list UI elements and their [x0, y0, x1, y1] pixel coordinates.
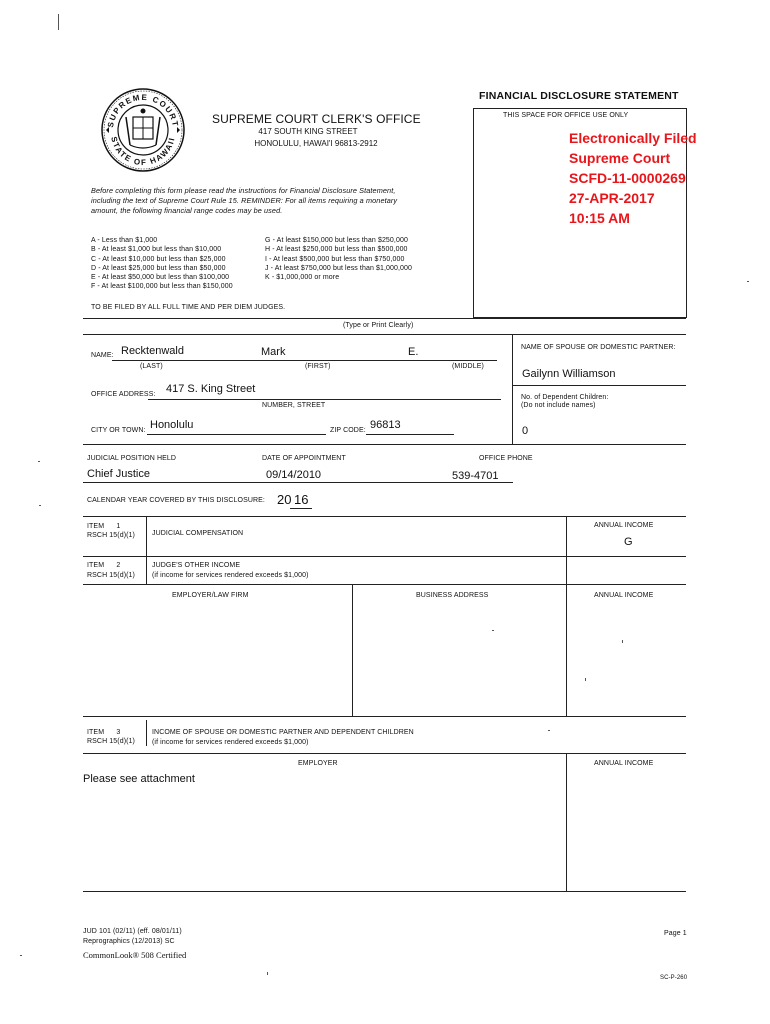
item3-attachment-note: Please see attachment: [83, 773, 195, 785]
range-code-c: C - At least $10,000 but less than $25,000: [91, 255, 226, 263]
stamp-line-5: 10:15 AM: [569, 210, 630, 226]
dependents-label-1: No. of Dependent Children:: [521, 394, 609, 401]
spouse-divider: [512, 334, 513, 444]
range-code-h: H - At least $250,000 but less than $500,000: [265, 246, 408, 254]
rule-below-type: [83, 334, 686, 335]
spouse-value: Gailynn Williamson: [522, 368, 616, 380]
range-codes-right: [265, 236, 412, 282]
item3-annual-income-label: ANNUAL INCOME: [594, 760, 654, 767]
office-address-label: OFFICE ADDRESS:: [91, 391, 156, 398]
year-label: CALENDAR YEAR COVERED BY THIS DISCLOSURE:: [87, 497, 265, 504]
business-address-header: BUSINESS ADDRESS: [416, 592, 489, 599]
rule-item3-head: [83, 753, 686, 754]
year-suffix: 16: [294, 492, 309, 507]
zip-underline: [366, 434, 454, 435]
income-divider: [566, 516, 567, 716]
city-value: Honolulu: [150, 419, 194, 431]
item3-label: ITEM 3: [87, 729, 121, 736]
footer-reprographics: Reprographics (12/2013) SC: [83, 938, 175, 945]
name-underline: [112, 360, 497, 361]
range-code-k: K - $1,000,000 or more: [265, 274, 340, 282]
rule-bottom: [83, 891, 686, 892]
scan-speck: [548, 730, 550, 731]
form-title: FINANCIAL DISCLOSURE STATEMENT: [479, 90, 679, 102]
last-caption: (LAST): [140, 363, 163, 370]
first-caption: (FIRST): [305, 363, 331, 370]
scan-speck: [20, 955, 22, 956]
item2-title: JUDGE'S OTHER INCOME: [152, 562, 241, 569]
rule-item3-top: [83, 716, 686, 717]
stamp-line-2: Supreme Court: [569, 150, 671, 166]
office-street: 417 SOUTH KING STREET: [258, 127, 358, 136]
stamp-line-3: SCFD-11-0000269: [569, 170, 686, 186]
middle-name-value: E.: [408, 346, 419, 358]
range-codes-left: [91, 236, 233, 292]
scan-speck: [58, 14, 59, 30]
appointment-label: DATE OF APPOINTMENT: [262, 455, 346, 462]
number-street-caption: NUMBER, STREET: [262, 402, 326, 409]
scan-speck: [585, 678, 586, 681]
address-underline: [148, 399, 501, 400]
item3-left-divider: [146, 720, 147, 746]
range-code-e: E - At least $50,000 but less than $100,000: [91, 274, 230, 282]
city-label: CITY OR TOWN:: [91, 427, 146, 434]
item3-note: (if income for services rendered exceeds $1,000): [152, 739, 309, 746]
spouse-label: NAME OF SPOUSE OR DOMESTIC PARTNER:: [521, 344, 676, 351]
employer-divider: [352, 584, 353, 716]
item3-title: INCOME OF SPOUSE OR DOMESTIC PARTNER AND DEPENDENT CHILDREN: [152, 729, 414, 736]
item3-income-divider: [566, 753, 567, 891]
dependents-value: 0: [522, 425, 529, 437]
seal-emblem-icon: [100, 87, 186, 173]
footer-code: SC-P-260: [660, 975, 688, 981]
year-underline: [290, 508, 312, 509]
item1-label: ITEM 1: [87, 523, 121, 530]
range-code-b: B - At least $1,000 but less than $10,000: [91, 246, 222, 254]
range-code-d: D - At least $25,000 but less than $50,000: [91, 264, 226, 272]
city-underline: [147, 434, 326, 435]
range-code-a: A - Less than $1,000: [91, 237, 158, 244]
first-name-value: Mark: [261, 346, 286, 358]
electronic-filing-stamp: [569, 128, 697, 228]
middle-caption: (MIDDLE): [452, 363, 484, 370]
position-value: Chief Justice: [87, 468, 150, 480]
dependents-label: [521, 394, 608, 410]
instructions-line-3: amount, the following financial range codes may be used.: [91, 206, 283, 215]
phone-value: 539-4701: [452, 470, 499, 482]
rule-mid-1: [83, 444, 686, 445]
scan-speck: [39, 505, 41, 506]
rule-top: [83, 318, 686, 319]
office-city: HONOLULU, HAWAI'I 96813-2912: [254, 139, 378, 148]
item2-label: ITEM 2: [87, 562, 121, 569]
footer-page: Page 1: [664, 930, 687, 937]
dependents-label-2: (Do not include names): [521, 402, 596, 409]
position-label: JUDICIAL POSITION HELD: [87, 455, 177, 462]
item3-rule: RSCH 15(d)(1): [87, 738, 135, 745]
type-or-print: (Type or Print Clearly): [343, 322, 414, 329]
office-use-label: THIS SPACE FOR OFFICE USE ONLY: [503, 112, 629, 119]
item2-left-divider: [146, 556, 147, 584]
item2-rule: RSCH 15(d)(1): [87, 572, 135, 579]
court-seal: [100, 87, 186, 173]
employer-law-firm-header: EMPLOYER/LAW FIRM: [172, 592, 249, 599]
scan-speck: [267, 972, 268, 975]
zip-label: ZIP CODE:: [330, 427, 366, 434]
rule-item1-top: [83, 516, 686, 517]
rule-item2-top: [83, 556, 686, 557]
range-code-f: F - At least $100,000 but less than $150,000: [91, 283, 233, 291]
item1-left-divider: [146, 516, 147, 556]
scan-speck: [622, 640, 623, 643]
footer-form-number: JUD 101 (02/11) (eff. 08/01/11): [83, 928, 182, 935]
employer-header: EMPLOYER: [298, 760, 338, 767]
position-underline: [83, 482, 513, 483]
name-label: NAME:: [91, 352, 114, 359]
scan-speck: [38, 461, 40, 462]
item1-rule: RSCH 15(d)(1): [87, 532, 135, 539]
last-name-value: Recktenwald: [121, 345, 184, 357]
item2-annual-income-label: ANNUAL INCOME: [594, 592, 654, 599]
filed-by-note: TO BE FILED BY ALL FULL TIME AND PER DIEM JUDGES.: [91, 304, 286, 311]
scan-speck: [492, 630, 494, 631]
range-code-i: I - At least $500,000 but less than $750,000: [265, 255, 405, 263]
instructions-line-1: Before completing this form please read the instructions for Financial Disclosure Statement,: [91, 186, 396, 195]
range-code-g: G - At least $150,000 but less than $250,000: [265, 237, 408, 244]
item1-title: JUDICIAL COMPENSATION: [152, 530, 244, 537]
instructions-line-2: including the text of Supreme Court Rule 15. REMINDER: For all items requiring a monetary: [91, 196, 398, 205]
appointment-value: 09/14/2010: [266, 469, 322, 481]
item2-note: (if income for services rendered exceeds $1,000): [152, 572, 309, 579]
office-address-value: 417 S. King Street: [166, 383, 256, 395]
rule-item2-head: [83, 584, 686, 585]
stamp-line-4: 27-APR-2017: [569, 190, 655, 206]
stamp-line-1: Electronically Filed: [569, 130, 697, 146]
phone-label: OFFICE PHONE: [479, 455, 533, 462]
zip-value: 96813: [370, 419, 401, 431]
svg-text:STATE OF HAWAII: STATE OF HAWAII: [109, 135, 177, 168]
item1-income-value: G: [624, 536, 633, 548]
office-name: SUPREME COURT CLERK'S OFFICE: [212, 112, 421, 126]
footer-certified: CommonLook® 508 Certified: [83, 950, 187, 960]
svg-text:SUPREME COURT: SUPREME COURT: [106, 92, 180, 129]
scan-speck: [747, 281, 749, 282]
year-prefix: 20: [277, 492, 292, 507]
spouse-underline: [512, 385, 686, 386]
instructions: [91, 186, 397, 216]
item1-annual-income-label: ANNUAL INCOME: [594, 522, 654, 529]
range-code-j: J - At least $750,000 but less than $1,000,000: [265, 264, 413, 272]
